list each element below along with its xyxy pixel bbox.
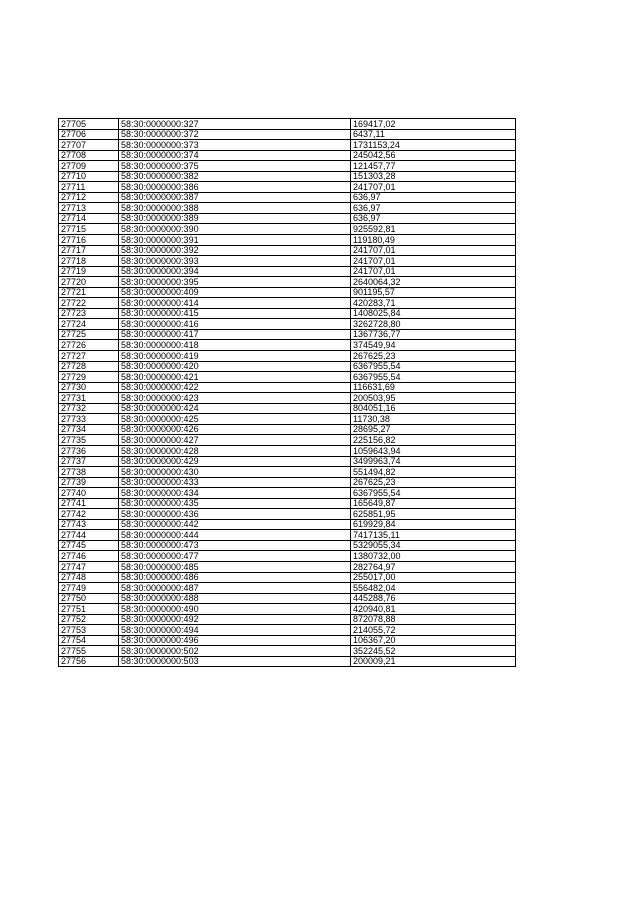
value-cell: 28695,27 <box>351 424 516 435</box>
cadastral-number-cell: 58:30:0000000:375 <box>119 161 351 172</box>
value-cell: 3262728,80 <box>351 319 516 330</box>
table-row <box>59 182 516 193</box>
value-cell: 106367,20 <box>351 635 516 646</box>
cadastral-number-cell: 58:30:0000000:488 <box>119 593 351 604</box>
table-row <box>59 424 516 435</box>
cadastral-number-cell: 58:30:0000000:409 <box>119 287 351 298</box>
row-number-cell: 27749 <box>59 583 119 594</box>
cadastral-number-cell: 58:30:0000000:417 <box>119 329 351 340</box>
cadastral-number-cell: 58:30:0000000:390 <box>119 224 351 235</box>
row-number-cell: 27739 <box>59 477 119 488</box>
cadastral-number-cell: 58:30:0000000:494 <box>119 625 351 636</box>
table-row <box>59 467 516 478</box>
cadastral-number-cell: 58:30:0000000:382 <box>119 171 351 182</box>
row-number-cell: 27730 <box>59 382 119 393</box>
value-cell: 6367955,54 <box>351 372 516 383</box>
row-number-cell: 27717 <box>59 245 119 256</box>
row-number-cell: 27715 <box>59 224 119 235</box>
row-number-cell: 27742 <box>59 509 119 520</box>
row-number-cell: 27755 <box>59 646 119 657</box>
table-row <box>59 329 516 340</box>
table-row <box>59 593 516 604</box>
row-number-cell: 27720 <box>59 277 119 288</box>
cadastral-number-cell: 58:30:0000000:485 <box>119 561 351 572</box>
row-number-cell: 27732 <box>59 403 119 414</box>
table-row <box>59 614 516 625</box>
cadastral-number-cell: 58:30:0000000:423 <box>119 393 351 404</box>
value-cell: 200503,95 <box>351 393 516 404</box>
row-number-cell: 27751 <box>59 604 119 615</box>
value-cell: 2640064,32 <box>351 277 516 288</box>
cadastral-number-cell: 58:30:0000000:487 <box>119 583 351 594</box>
value-cell: 420940,81 <box>351 604 516 615</box>
table-row <box>59 477 516 488</box>
cadastral-number-cell: 58:30:0000000:442 <box>119 519 351 530</box>
value-cell: 925592,81 <box>351 224 516 235</box>
table-row <box>59 445 516 456</box>
cadastral-number-cell: 58:30:0000000:436 <box>119 509 351 520</box>
row-number-cell: 27721 <box>59 287 119 298</box>
value-cell: 636,97 <box>351 213 516 224</box>
cadastral-number-cell: 58:30:0000000:421 <box>119 372 351 383</box>
value-cell: 556482,04 <box>351 583 516 594</box>
cadastral-number-cell: 58:30:0000000:433 <box>119 477 351 488</box>
cadastral-number-cell: 58:30:0000000:490 <box>119 604 351 615</box>
cadastral-number-cell: 58:30:0000000:503 <box>119 656 351 667</box>
row-number-cell: 27734 <box>59 424 119 435</box>
cadastral-number-cell: 58:30:0000000:393 <box>119 256 351 267</box>
table-row <box>59 530 516 541</box>
row-number-cell: 27747 <box>59 561 119 572</box>
value-cell: 445288,76 <box>351 593 516 604</box>
cadastral-number-cell: 58:30:0000000:420 <box>119 361 351 372</box>
value-cell: 625851,95 <box>351 509 516 520</box>
table-row <box>59 266 516 277</box>
cadastral-number-cell: 58:30:0000000:422 <box>119 382 351 393</box>
cadastral-number-cell: 58:30:0000000:429 <box>119 456 351 467</box>
value-cell: 1408025,84 <box>351 308 516 319</box>
table-row <box>59 604 516 615</box>
table-row <box>59 119 516 130</box>
value-cell: 255017,00 <box>351 572 516 583</box>
cadastral-number-cell: 58:30:0000000:395 <box>119 277 351 288</box>
table-row <box>59 150 516 161</box>
table-row <box>59 403 516 414</box>
value-cell: 214055,72 <box>351 625 516 636</box>
cadastral-number-cell: 58:30:0000000:444 <box>119 530 351 541</box>
cadastral-number-cell: 58:30:0000000:391 <box>119 235 351 246</box>
row-number-cell: 27708 <box>59 150 119 161</box>
table-row <box>59 646 516 657</box>
row-number-cell: 27748 <box>59 572 119 583</box>
value-cell: 151303,28 <box>351 171 516 182</box>
table-row <box>59 171 516 182</box>
value-cell: 6367955,54 <box>351 488 516 499</box>
value-cell: 282764,97 <box>351 561 516 572</box>
value-cell: 241707,01 <box>351 256 516 267</box>
value-cell: 3499963,74 <box>351 456 516 467</box>
cadastral-number-cell: 58:30:0000000:419 <box>119 351 351 362</box>
table-row <box>59 129 516 140</box>
cadastral-number-cell: 58:30:0000000:435 <box>119 498 351 509</box>
value-cell: 119180,49 <box>351 235 516 246</box>
cadastral-number-cell: 58:30:0000000:426 <box>119 424 351 435</box>
table-row <box>59 308 516 319</box>
table-row <box>59 656 516 667</box>
row-number-cell: 27705 <box>59 119 119 130</box>
row-number-cell: 27725 <box>59 329 119 340</box>
row-number-cell: 27735 <box>59 435 119 446</box>
value-cell: 551494,82 <box>351 467 516 478</box>
table-row <box>59 561 516 572</box>
cadastral-number-cell: 58:30:0000000:386 <box>119 182 351 193</box>
table-row <box>59 256 516 267</box>
cadastral-number-cell: 58:30:0000000:374 <box>119 150 351 161</box>
value-cell: 241707,01 <box>351 245 516 256</box>
cadastral-number-cell: 58:30:0000000:428 <box>119 445 351 456</box>
row-number-cell: 27752 <box>59 614 119 625</box>
value-cell: 1367736,77 <box>351 329 516 340</box>
table-row <box>59 635 516 646</box>
cadastral-number-cell: 58:30:0000000:414 <box>119 298 351 309</box>
row-number-cell: 27723 <box>59 308 119 319</box>
table-row <box>59 625 516 636</box>
table-row <box>59 298 516 309</box>
value-cell: 1380732,00 <box>351 551 516 562</box>
cadastral-number-cell: 58:30:0000000:496 <box>119 635 351 646</box>
table-row <box>59 572 516 583</box>
value-cell: 5329055,34 <box>351 540 516 551</box>
table-row <box>59 277 516 288</box>
cadastral-number-cell: 58:30:0000000:473 <box>119 540 351 551</box>
table-row <box>59 540 516 551</box>
table-row <box>59 245 516 256</box>
row-number-cell: 27733 <box>59 414 119 425</box>
value-cell: 352245,52 <box>351 646 516 657</box>
cadastral-number-cell: 58:30:0000000:427 <box>119 435 351 446</box>
row-number-cell: 27738 <box>59 467 119 478</box>
cadastral-number-cell: 58:30:0000000:392 <box>119 245 351 256</box>
value-cell: 241707,01 <box>351 266 516 277</box>
value-cell: 165649,87 <box>351 498 516 509</box>
cadastral-number-cell: 58:30:0000000:389 <box>119 213 351 224</box>
value-cell: 374549,94 <box>351 340 516 351</box>
row-number-cell: 27726 <box>59 340 119 351</box>
row-number-cell: 27713 <box>59 203 119 214</box>
cadastral-number-cell: 58:30:0000000:416 <box>119 319 351 330</box>
value-cell: 6367955,54 <box>351 361 516 372</box>
table-row <box>59 583 516 594</box>
value-cell: 267625,23 <box>351 351 516 362</box>
data-table <box>58 118 516 667</box>
value-cell: 169417,02 <box>351 119 516 130</box>
value-cell: 116631,69 <box>351 382 516 393</box>
table-row <box>59 287 516 298</box>
cadastral-number-cell: 58:30:0000000:434 <box>119 488 351 499</box>
cadastral-number-cell: 58:30:0000000:430 <box>119 467 351 478</box>
cadastral-number-cell: 58:30:0000000:327 <box>119 119 351 130</box>
table-row <box>59 140 516 151</box>
value-cell: 121457,77 <box>351 161 516 172</box>
table-row <box>59 414 516 425</box>
row-number-cell: 27727 <box>59 351 119 362</box>
value-cell: 245042,56 <box>351 150 516 161</box>
cadastral-number-cell: 58:30:0000000:425 <box>119 414 351 425</box>
row-number-cell: 27707 <box>59 140 119 151</box>
row-number-cell: 27750 <box>59 593 119 604</box>
row-number-cell: 27728 <box>59 361 119 372</box>
value-cell: 200009,21 <box>351 656 516 667</box>
cadastral-number-cell: 58:30:0000000:492 <box>119 614 351 625</box>
table-row <box>59 361 516 372</box>
row-number-cell: 27746 <box>59 551 119 562</box>
table-row <box>59 393 516 404</box>
cadastral-number-cell: 58:30:0000000:372 <box>119 129 351 140</box>
value-cell: 636,97 <box>351 192 516 203</box>
table-row <box>59 224 516 235</box>
cadastral-number-cell: 58:30:0000000:415 <box>119 308 351 319</box>
value-cell: 872078,88 <box>351 614 516 625</box>
table-row <box>59 340 516 351</box>
row-number-cell: 27714 <box>59 213 119 224</box>
cadastral-number-cell: 58:30:0000000:418 <box>119 340 351 351</box>
row-number-cell: 27736 <box>59 445 119 456</box>
table-row <box>59 498 516 509</box>
row-number-cell: 27737 <box>59 456 119 467</box>
table-row <box>59 382 516 393</box>
row-number-cell: 27719 <box>59 266 119 277</box>
row-number-cell: 27712 <box>59 192 119 203</box>
cadastral-number-cell: 58:30:0000000:387 <box>119 192 351 203</box>
value-cell: 11730,38 <box>351 414 516 425</box>
value-cell: 6437,11 <box>351 129 516 140</box>
value-cell: 901195,57 <box>351 287 516 298</box>
cadastral-number-cell: 58:30:0000000:486 <box>119 572 351 583</box>
table-row <box>59 235 516 246</box>
row-number-cell: 27744 <box>59 530 119 541</box>
table-row <box>59 456 516 467</box>
row-number-cell: 27729 <box>59 372 119 383</box>
row-number-cell: 27753 <box>59 625 119 636</box>
value-cell: 1731153,24 <box>351 140 516 151</box>
value-cell: 804051,16 <box>351 403 516 414</box>
row-number-cell: 27740 <box>59 488 119 499</box>
table-row <box>59 435 516 446</box>
table-row <box>59 372 516 383</box>
table-body <box>59 119 516 667</box>
value-cell: 636,97 <box>351 203 516 214</box>
cadastral-number-cell: 58:30:0000000:477 <box>119 551 351 562</box>
row-number-cell: 27722 <box>59 298 119 309</box>
row-number-cell: 27711 <box>59 182 119 193</box>
value-cell: 267625,23 <box>351 477 516 488</box>
cadastral-number-cell: 58:30:0000000:373 <box>119 140 351 151</box>
cadastral-number-cell: 58:30:0000000:388 <box>119 203 351 214</box>
table-row <box>59 488 516 499</box>
row-number-cell: 27706 <box>59 129 119 140</box>
row-number-cell: 27731 <box>59 393 119 404</box>
value-cell: 241707,01 <box>351 182 516 193</box>
table-row <box>59 161 516 172</box>
table-row <box>59 203 516 214</box>
cadastral-number-cell: 58:30:0000000:394 <box>119 266 351 277</box>
row-number-cell: 27709 <box>59 161 119 172</box>
cadastral-number-cell: 58:30:0000000:424 <box>119 403 351 414</box>
row-number-cell: 27724 <box>59 319 119 330</box>
value-cell: 420283,71 <box>351 298 516 309</box>
row-number-cell: 27754 <box>59 635 119 646</box>
row-number-cell: 27716 <box>59 235 119 246</box>
value-cell: 1059643,94 <box>351 445 516 456</box>
table-row <box>59 213 516 224</box>
value-cell: 619929,84 <box>351 519 516 530</box>
row-number-cell: 27756 <box>59 656 119 667</box>
value-cell: 7417135,11 <box>351 530 516 541</box>
row-number-cell: 27710 <box>59 171 119 182</box>
table-row <box>59 351 516 362</box>
row-number-cell: 27743 <box>59 519 119 530</box>
table-row <box>59 519 516 530</box>
table-row <box>59 551 516 562</box>
table-row <box>59 509 516 520</box>
table-row <box>59 319 516 330</box>
row-number-cell: 27718 <box>59 256 119 267</box>
row-number-cell: 27745 <box>59 540 119 551</box>
value-cell: 225156,82 <box>351 435 516 446</box>
row-number-cell: 27741 <box>59 498 119 509</box>
cadastral-number-cell: 58:30:0000000:502 <box>119 646 351 657</box>
table-row <box>59 192 516 203</box>
